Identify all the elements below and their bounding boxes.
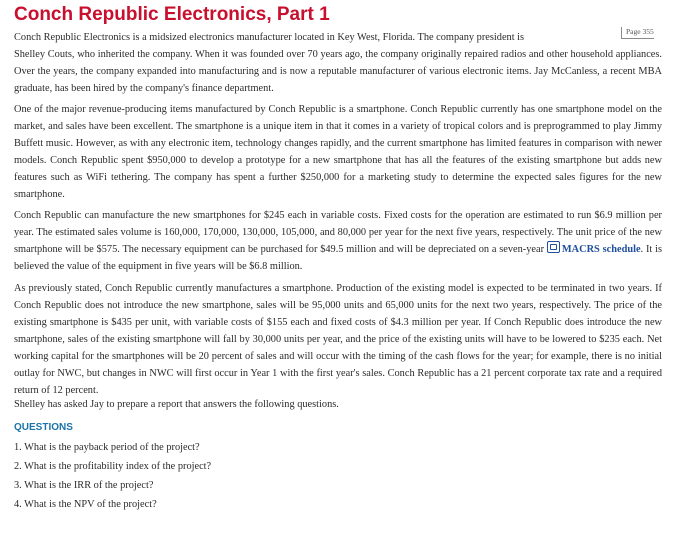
question-item: 2. What is the profitability index of the project?	[14, 461, 212, 472]
page-number-label: Page 355	[621, 27, 654, 39]
macrs-schedule-link[interactable]	[547, 244, 641, 255]
questions-list	[14, 438, 211, 514]
question-item: 3. What is the IRR of the project?	[14, 480, 154, 491]
question-item: 4. What is the NPV of the project?	[14, 499, 157, 510]
question-item: 1. What is the payback period of the project?	[14, 442, 200, 453]
paragraph-intro: Shelley Couts, who inherited the company. When it was founded over 70 years ago, the company originally repaired radios and other household appliances. Over the years, the company expanded into manufacturing and is now a reputable manufacturer of various electronic items. Jay McCanless, a recent MBA graduate, has been hired by the company's finance department.	[14, 49, 662, 94]
paragraph-costs	[14, 207, 662, 275]
page-title: Conch Republic Electronics, Part 1	[14, 4, 330, 25]
paragraph-existing-model: As previously stated, Conch Republic currently manufactures a smartphone. Production of the existing model is expected to be terminated in two years. If Conch Republic does not introduce the new smartphone, sales will be 95,000 units and 65,000 units for the next two years, respectively. The price of the existing smartphone is $435 per unit, with variable costs of $155 each and fixed costs of $4.3 million per year. If Conch Republic does introduce the new smartphone, sales of the existing smartphone will fall by 30,000 units per year, and the price of the existing units will have to be lowered to $235 each. Net working capital for the smartphones will be 20 percent of sales and will occur with the timing of the cash flows for the year; for example, there is no initial outlay for NWC, but changes in NWC will first occur in Year 1 with the first year's sales. Conch Republic has a 21 percent corporate tax rate and a required return of 12 percent.	[14, 283, 662, 396]
paragraph-request: Shelley has asked Jay to prepare a report that answers the following questions.	[14, 399, 339, 410]
paragraph-smartphone: One of the major revenue-producing items manufactured by Conch Republic is a smartphone. Conch Republic currently has one smartphone model on the market, and sales have been excellent. The smartphone is a unique item in that it comes in a variety of tropical colors and is preprogrammed to play Jimmy Buffett music. However, as with any electronic item, technology changes rapidly, and the current smartphone has limited features in comparison with newer models. Conch Republic spent $950,000 to develop a prototype for a new smartphone that has all the features of the existing smartphone but adds new features such as WiFi tethering. The company has spent a further $250,000 for a marketing study to determine the expected sales figures for the new smartphone.	[14, 104, 662, 200]
macrs-link-label: MACRS schedule	[561, 244, 641, 255]
paragraph-costs-text: Conch Republic can manufacture the new smartphones for $245 each in variable costs. Fixed costs for the operation are estimated to run $6.9 million per year. The estimated sales volume is 160,000, 170,000, 130,000, 105,000, and 80,000 per year for the next five years, respectively. The unit price of the new smartphone will be $575. The necessary equipment can be purchased for $49.5 million and will be depreciated on a seven-year	[14, 210, 662, 255]
questions-heading: QUESTIONS	[14, 422, 73, 433]
paragraph-costs-tail: . It is believed the value of the equipment in five years will be $6.8 million.	[14, 244, 662, 272]
external-link-icon	[547, 241, 560, 253]
paragraph-intro-line1: Conch Republic Electronics is a midsized electronics manufacturer located in Key West, Florida. The company president is	[14, 32, 525, 43]
